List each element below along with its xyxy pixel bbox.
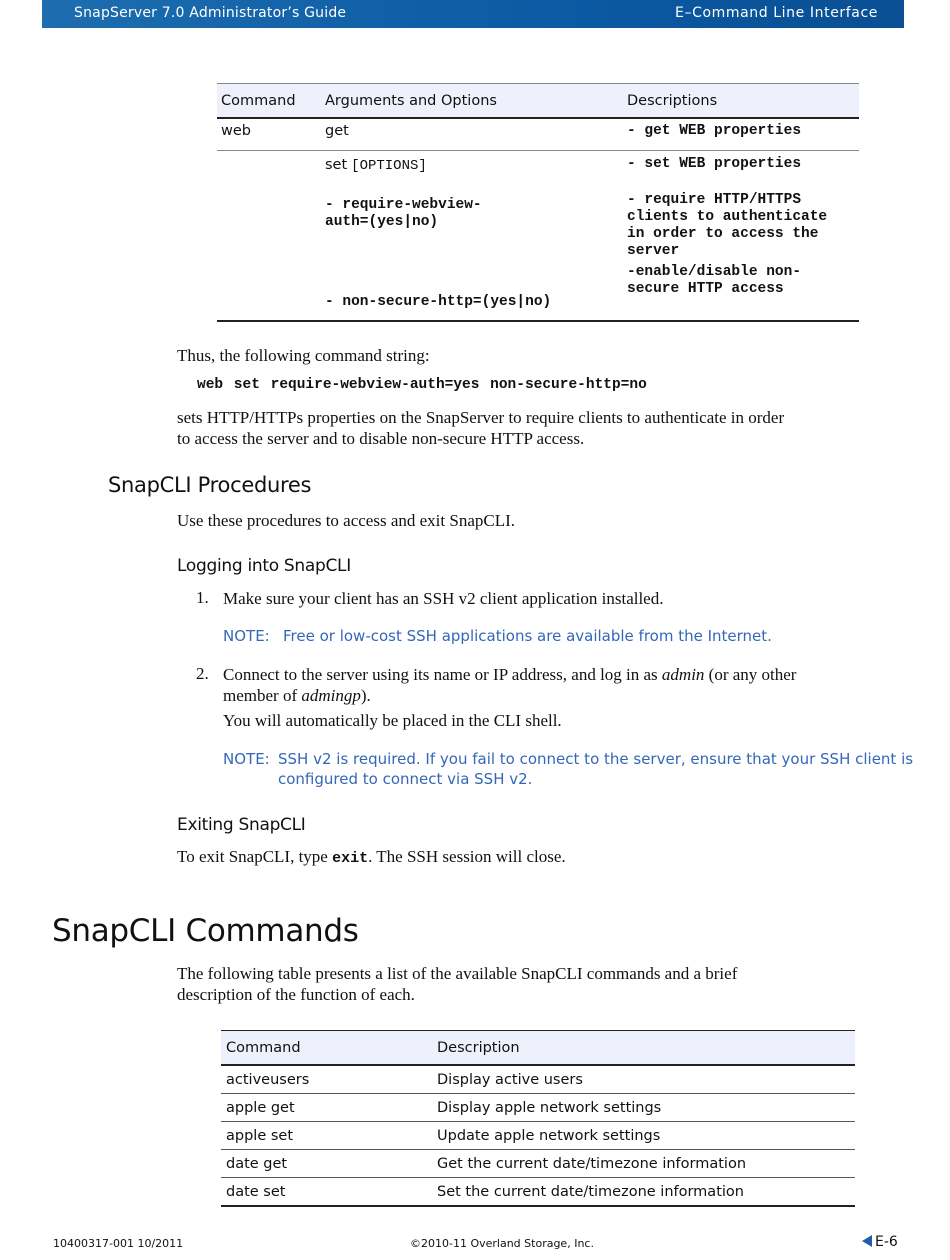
exit-paragraph	[177, 846, 566, 869]
table-header-row	[217, 84, 859, 119]
step-1-number: 1.	[196, 588, 209, 607]
cell-description: Update apple network settings	[432, 1122, 855, 1150]
procedures-heading: SnapCLI Procedures	[108, 473, 312, 497]
arg-require-line2: auth=(yes|no)	[325, 214, 439, 230]
arg-set-text: set	[325, 157, 348, 173]
header-command: Command	[217, 84, 321, 119]
cell-command: date set	[226, 1183, 286, 1200]
commands-heading: SnapCLI Commands	[52, 913, 359, 949]
step-2-admin: admin	[661, 665, 705, 684]
header-descriptions: Descriptions	[623, 84, 859, 119]
step-2-text-c: member of	[223, 686, 298, 705]
cell-description: Set the current date/timezone information	[437, 1183, 744, 1200]
footer-page-number: E-6	[875, 1234, 898, 1250]
desc-require-line1: - require HTTP/HTTPS	[627, 192, 802, 208]
table-row	[221, 1178, 855, 1207]
arg-require-line1: - require-webview-	[325, 197, 482, 213]
exit-text-b: . The SSH session will close.	[368, 847, 566, 866]
step-2-line1	[223, 664, 796, 685]
arg-nonsecure: - non-secure-http=(yes|no)	[325, 294, 552, 310]
command-example: web set require-webview-auth=yes non-secure-http=no	[197, 377, 647, 393]
note-2-line1: SSH v2 is required. If you fail to connect to the server, ensure that your SSH client is	[278, 750, 914, 768]
note-1-text: Free or low-cost SSH applications are available from the Internet.	[283, 627, 772, 645]
cell-command: activeusers	[221, 1065, 432, 1094]
note-1-label: NOTE:	[223, 627, 270, 645]
cell-description: Display active users	[432, 1065, 855, 1094]
header-command: Command	[221, 1031, 432, 1066]
header-chapter-title: E–Command Line Interface	[675, 5, 878, 21]
web-command-table	[217, 83, 859, 322]
table-row	[217, 118, 859, 151]
commands-intro-line2: description of the function of each.	[177, 985, 415, 1004]
desc-enable-line1: -enable/disable non-	[627, 264, 802, 280]
footer-doc-number: 10400317-001 10/2011	[53, 1237, 184, 1250]
desc-require-line4: server	[627, 243, 680, 259]
table-row	[221, 1065, 855, 1094]
table-row	[221, 1150, 855, 1178]
step-2-line2	[223, 685, 371, 706]
header-arguments: Arguments and Options	[321, 84, 623, 119]
arg-set-options: [OPTIONS]	[351, 158, 427, 174]
logging-in-heading: Logging into SnapCLI	[177, 556, 351, 576]
header-guide-title: SnapServer 7.0 Administrator’s Guide	[74, 5, 347, 21]
step-2-text-b: (or any other	[708, 665, 797, 684]
previous-page-icon[interactable]	[862, 1235, 872, 1247]
exiting-heading: Exiting SnapCLI	[177, 815, 306, 835]
step-2-result: You will automatically be placed in the CLI shell.	[223, 711, 562, 730]
step-2-text-a: Connect to the server using its name or IP address, and log in as	[223, 665, 658, 684]
step-2-admingp: admingp	[301, 686, 361, 705]
table-row	[221, 1094, 855, 1122]
sets-paragraph-line1: sets HTTP/HTTPs properties on the SnapServer to require clients to authenticate in order	[177, 408, 785, 427]
cell-desc-set	[623, 151, 859, 322]
cell-command: date get	[221, 1150, 432, 1178]
exit-command: exit	[332, 850, 369, 867]
cell-command: apple set	[221, 1122, 432, 1150]
cell-arg-set	[321, 151, 623, 322]
step-1-text: Make sure your client has an SSH v2 client application installed.	[223, 589, 664, 608]
footer-copyright: ©2010-11 Overland Storage, Inc.	[410, 1237, 594, 1250]
step-2-number: 2.	[196, 664, 209, 683]
cell-description: Get the current date/timezone information	[432, 1150, 855, 1178]
table-header-row	[221, 1031, 855, 1066]
step-2-text-d: ).	[360, 686, 371, 705]
desc-require-line2: clients to authenticate	[627, 209, 828, 225]
table-row	[217, 151, 859, 322]
cell-desc-get: - get WEB properties	[623, 118, 859, 151]
exit-text-a: To exit SnapCLI, type	[177, 847, 328, 866]
table-row	[221, 1122, 855, 1150]
snapcli-commands-table	[221, 1030, 855, 1207]
note-2	[223, 749, 914, 791]
note-2-label: NOTE:	[223, 750, 270, 768]
commands-intro-line1: The following table presents a list of the available SnapCLI commands and a brief	[177, 964, 738, 983]
procedures-intro: Use these procedures to access and exit SnapCLI.	[177, 511, 515, 530]
thus-paragraph: Thus, the following command string:	[177, 346, 430, 365]
page-header-bar	[42, 0, 904, 28]
desc-set: - set WEB properties	[627, 156, 802, 172]
cell-arg-get: get	[321, 118, 623, 151]
cell-command: apple get	[221, 1094, 432, 1122]
note-2-line2: configured to connect via SSH v2.	[278, 770, 533, 788]
cell-empty	[217, 151, 321, 322]
sets-paragraph-line2: to access the server and to disable non-secure HTTP access.	[177, 429, 585, 448]
footer-page[interactable]	[862, 1234, 898, 1250]
cell-description: Display apple network settings	[432, 1094, 855, 1122]
desc-enable-line2: secure HTTP access	[627, 281, 784, 297]
header-description: Description	[432, 1031, 855, 1066]
desc-require-line3: in order to access the	[627, 226, 819, 242]
cell-command-web: web	[217, 118, 321, 151]
